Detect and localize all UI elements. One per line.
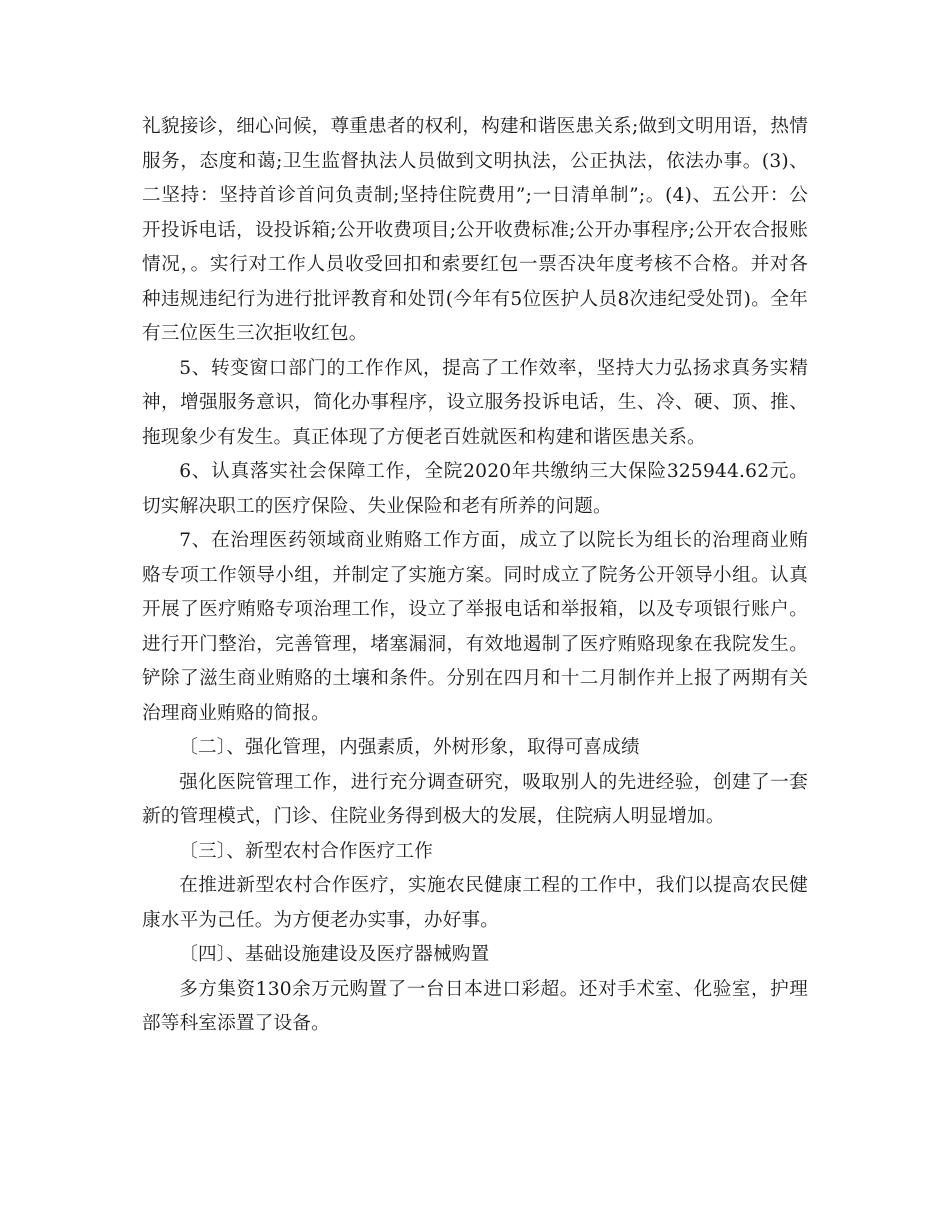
paragraph-item-7: 7、在治理医药领域商业贿赂工作方面，成立了以院长为组长的治理商业贿赂专项工作领导小组，并制定了实施方案。同时成立了院务公开领导小组。认真开展了医疗贿赂专项治理工作，设立了举报电话和举报箱，以及专项银行账户。进行开门整治，完善管理，堵塞漏洞，有效地遏制了医疗贿赂现象在我院发生。铲除了滋生商业贿赂的土壤和条件。分别在四月和十二月制作并上报了两期有关治理商业贿赂的简报。: [142, 530, 808, 724]
paragraph-item-6: 6、认真落实社会保障工作，全院2020年共缴纳三大保险325944.62元。切实解决职工的医疗保险、失业保险和老有所养的问题。: [142, 461, 808, 517]
paragraph-management: 强化医院管理工作，进行充分调查研究，吸取别人的先进经验，创建了一套新的管理模式，门诊、住院业务得到极大的发展，住院病人明显增加。: [142, 771, 808, 827]
document-body: [142, 110, 808, 1042]
section-heading-4: 〔四〕、基础设施建设及医疗器械购置: [179, 944, 490, 965]
paragraph-equipment: 多方集资130余万元购置了一台日本进口彩超。还对手术室、化验室，护理部等科室添置了设备。: [142, 978, 808, 1034]
section-heading-3: 〔三〕、新型农村合作医疗工作: [179, 840, 434, 862]
paragraph-continuation: 礼貌接诊，细心问候，尊重患者的权利，构建和谐医患关系;做到文明用语，热情服务，态度和蔼;卫生监督执法人员做到文明执法，公正执法，依法办事。(3)、二坚持：坚持首诊首问负责制;坚持住院费用”;一日清单制”;。(4)、五公开：公开投诉电话，设投诉箱;公开收费项目;公开收费标准;公开办事程序;公开农合报账情况，。实行对工作人员收受回扣和索要红包一票否决年度考核不合格。并对各种违规违纪行为进行批评教育和处罚(今年有5位医护人员8次违纪受处罚)。全年有三位医生三次拒收红包。: [142, 116, 808, 344]
paragraph-item-5: 5、转变窗口部门的工作作风，提高了工作效率，坚持大力弘扬求真务实精神，增强服务意识，简化办事程序，设立服务投诉电话，生、冷、硬、顶、推、拖现象少有发生。真正体现了方便老百姓就医和构建和谐医患关系。: [142, 357, 808, 448]
section-heading-2: 〔二〕、强化管理，内强素质，外树形象，取得可喜成绩: [179, 737, 640, 758]
paragraph-rural-cooperative: 在推进新型农村合作医疗，实施农民健康工程的工作中，我们以提高农民健康水平为己任。为方便老办实事，办好事。: [142, 875, 808, 931]
